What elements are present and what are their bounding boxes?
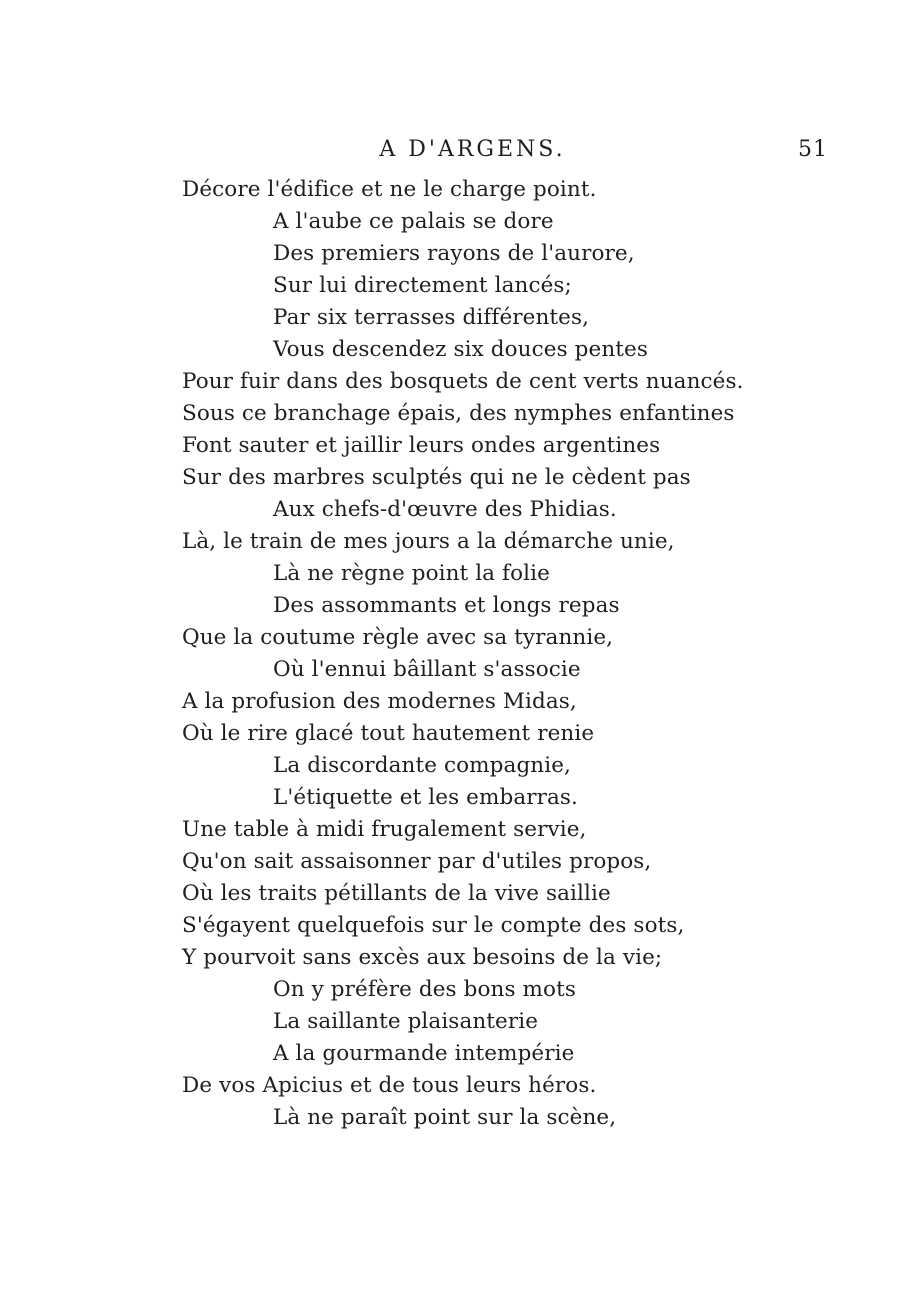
verse-line: De vos Apicius et de tous leurs héros.: [182, 1073, 597, 1098]
verse-line: Une table à midi frugalement servie,: [182, 817, 587, 842]
verse-line: Des premiers rayons de l'aurore,: [273, 241, 635, 266]
verse-line: Des assommants et longs repas: [273, 593, 620, 618]
verse-line: Qu'on sait assaisonner par d'utiles propos,: [182, 849, 652, 874]
verse-line: Font sauter et jaillir leurs ondes argentines: [182, 433, 661, 458]
verse-line: A la gourmande intempérie: [273, 1041, 575, 1066]
verse-line: Sur lui directement lancés;: [273, 273, 572, 298]
verse-line: Pour fuir dans des bosquets de cent verts nuancés.: [182, 369, 744, 394]
verse-line: Là ne règne point la folie: [273, 561, 550, 586]
verse-line: Là ne paraît point sur la scène,: [273, 1105, 617, 1130]
verse-line: Où les traits pétillants de la vive saillie: [182, 881, 611, 906]
verse-line: Sous ce branchage épais, des nymphes enfantines: [182, 401, 735, 426]
verse-line: A la profusion des modernes Midas,: [182, 689, 577, 714]
page-header: [0, 134, 900, 166]
verse-line: Sur des marbres sculptés qui ne le cèdent pas: [182, 465, 691, 490]
running-head: A D'ARGENS.: [379, 137, 566, 162]
verse-line: Décore l'édifice et ne le charge point.: [182, 177, 597, 202]
verse-line: Aux chefs-d'œuvre des Phidias.: [273, 497, 617, 522]
verse-line: On y préfère des bons mots: [273, 977, 576, 1002]
verse-line: Où l'ennui bâillant s'associe: [273, 657, 581, 682]
verse-line: Là, le train de mes jours a la démarche unie,: [182, 529, 675, 554]
verse-line: A l'aube ce palais se dore: [273, 209, 554, 234]
verse-line: Par six terrasses différentes,: [273, 305, 590, 330]
verse-line: Que la coutume règle avec sa tyrannie,: [182, 625, 614, 650]
poem-body: [0, 174, 900, 1134]
verse-line: L'étiquette et les embarras.: [273, 785, 578, 810]
verse-line: Y pourvoit sans excès aux besoins de la vie;: [182, 945, 663, 970]
verse-line: La saillante plaisanterie: [273, 1009, 539, 1034]
verse-line: S'égayent quelquefois sur le compte des sots,: [182, 913, 685, 938]
page-number: 51: [798, 137, 828, 162]
verse-line: Où le rire glacé tout hautement renie: [182, 721, 595, 746]
verse-line: La discordante compagnie,: [273, 753, 571, 778]
verse-line: Vous descendez six douces pentes: [273, 337, 648, 362]
